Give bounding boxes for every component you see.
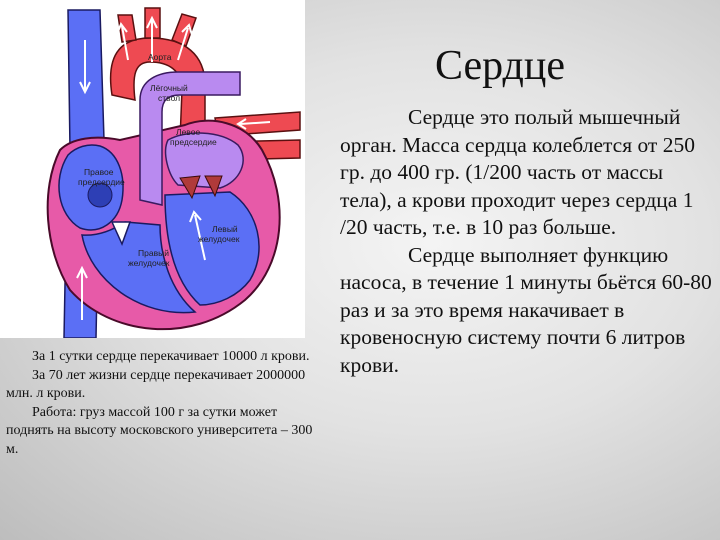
label-right-ventricle: Правый (138, 248, 169, 258)
paragraph-2: Сердце выполняет функцию насоса, в течение 1 минуты бьётся 60-80 раз и за это время накачивает в кровеносную систему почти 6 литров крови. (340, 242, 712, 377)
label-aorta: Аорта (148, 52, 172, 62)
main-text (340, 104, 712, 379)
facts-block (6, 348, 324, 460)
fact-2: За 70 лет жизни сердце перекачивает 2000000 млн. л крови. (6, 367, 306, 402)
label-right-atrium: Правое (84, 167, 114, 177)
heart-diagram-svg (0, 0, 305, 338)
label-right-atrium-2: предсердие (78, 177, 125, 187)
label-right-ventricle-2: желудочек (128, 258, 170, 268)
label-left-atrium: Левое (176, 127, 201, 137)
label-left-ventricle-2: желудочек (198, 234, 240, 244)
paragraph-1: Сердце это полый мышечный орган. Масса сердца колеблется от 250 гр. до 400 гр. (1/200 часть от массы тела), а крови проходит через сердца 1 /20 часть, т.е. в 10 раз больше. (340, 105, 695, 239)
label-left-atrium-2: предсердие (170, 137, 217, 147)
fact-3: Работа: груз массой 100 г за сутки может поднять на высоту московского университета – 300 м. (6, 404, 313, 457)
heart-diagram (0, 0, 305, 338)
fact-1: За 1 сутки сердце перекачивает 10000 л крови. (32, 349, 310, 364)
label-pulmonary-trunk: Лёгочный (150, 83, 188, 93)
label-pulmonary-trunk-2: ствол (158, 93, 181, 103)
label-left-ventricle: Левый (212, 224, 238, 234)
slide-title: Сердце (434, 43, 566, 89)
